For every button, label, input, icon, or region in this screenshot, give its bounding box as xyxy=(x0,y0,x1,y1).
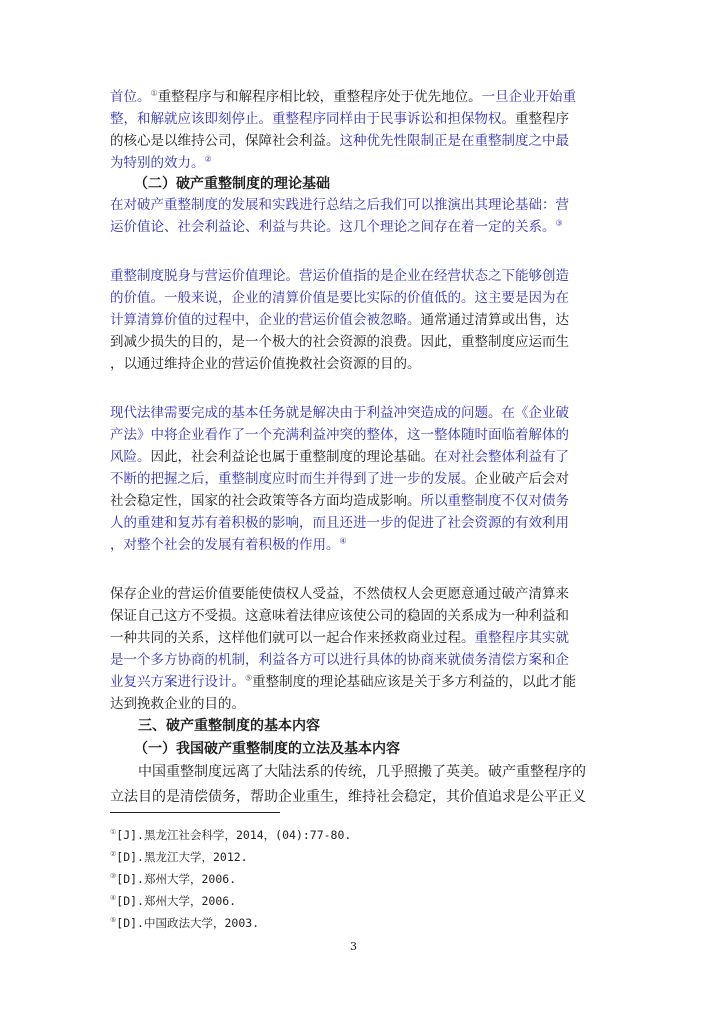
chapter-heading: 三、破产重整制度的基本内容 xyxy=(138,718,320,734)
body-line: 在对破产重整制度的发展和实践进行总结之后我们可以推演出其理论基础：营 xyxy=(110,197,569,213)
body-line: 不断的把握之后，重整制度应时而生并得到了进一步的发展。企业破产后会对 xyxy=(110,471,569,487)
body-line: 人的重建和复苏有着积极的影响，而且还进一步的促进了社会资源的有效利用 xyxy=(110,515,569,531)
body-line: 计算清算价值的过程中，企业的营运价值会被忽略。通常通过清算或出售，达 xyxy=(110,312,569,328)
footnote-marker: ③ xyxy=(555,218,563,228)
body-line: 运价值论、社会利益论、利益与共论。这几个理论之间存在着一定的关系。③ xyxy=(110,218,563,235)
body-line: 为特别的效力。② xyxy=(110,154,212,171)
footnote-marker: ① xyxy=(150,88,158,98)
body-line: 业复兴方案进行设计。⑤重整制度的理论基础应该是关于多方利益的，以此才能 xyxy=(110,673,577,690)
body-line: 的价值。一般来说，企业的清算价值是要比实际的价值低的。这主要是因为在 xyxy=(110,290,569,306)
section-heading: （一）我国破产重整制度的立法及基本内容 xyxy=(134,741,400,757)
body-line: ，以通过维持企业的营运价值挽救社会资源的目的。 xyxy=(110,356,421,372)
footnote: ①[J].黑龙江社会科学，2014，(04):77-80. xyxy=(110,828,352,842)
body-line: 到减少损失的目的，是一个极大的社会资源的浪费。因此，重整制度应运而生 xyxy=(110,334,569,350)
body-line: 达到挽救企业的目的。 xyxy=(110,696,245,712)
body-line: 保存企业的营运价值要能使债权人受益，不然债权人会更愿意通过破产清算来 xyxy=(110,586,569,602)
footnote: ②[D].黑龙江大学，2012. xyxy=(110,850,248,864)
body-line: 保证自己这方不受损。这意味着法律应该使公司的稳固的关系成为一种利益和 xyxy=(110,608,569,624)
body-line: 风险。因此，社会利益论也属于重整制度的理论基础。在对社会整体利益有了 xyxy=(110,449,569,465)
body-line: ，对整个社会的发展有着积极的作用。④ xyxy=(110,536,347,553)
body-line: 一种共同的关系，这样他们就可以一起合作来拯救商业过程。重整程序其实就 xyxy=(110,630,569,646)
body-line: 社会稳定性，国家的社会政策等各方面均造成影响。所以重整制度不仅对债务 xyxy=(110,493,569,509)
footnote-marker: ⑤ xyxy=(245,673,253,683)
body-line: 产法》中将企业看作了一个充满利益冲突的整体，这一整体随时面临着解体的 xyxy=(110,427,569,443)
page-number: 3 xyxy=(350,940,357,953)
body-line: 现代法律需要完成的基本任务就是解决由于利益冲突造成的问题。在《企业破 xyxy=(110,405,569,421)
body-line: 重整制度脱身与营运价值理论。营运价值指的是企业在经营状态之下能够创造 xyxy=(110,268,569,284)
section-heading: （二）破产重整制度的理论基础 xyxy=(134,176,330,192)
footnote: ④[D].郑州大学，2006. xyxy=(110,894,237,908)
footnote-marker: ② xyxy=(204,154,212,164)
body-line: 首位。①重整程序与和解程序相比较，重整程序处于优先地位。一旦企业开始重 xyxy=(110,88,577,105)
footnote-marker: ④ xyxy=(339,536,347,546)
body-line: 整，和解就应该即刻停止。重整程序同样由于民事诉讼和担保物权。重整程序 xyxy=(110,111,569,127)
body-line: 立法目的是清偿债务，帮助企业重生，维持社会稳定，其价值追求是公平正义 xyxy=(110,789,586,805)
body-line: 的核心是以维持公司，保障社会利益。这种优先性限制正是在重整制度之中最 xyxy=(110,133,569,149)
footnote: ③[D].郑州大学，2006. xyxy=(110,872,237,886)
footnote: ⑤[D].中国政法大学，2003. xyxy=(110,916,260,930)
footnote-separator xyxy=(110,812,280,813)
body-line: 是一个多方协商的机制，利益各方可以进行具体的协商来就债务清偿方案和企 xyxy=(110,652,569,668)
body-line: 中国重整制度远离了大陆法系的传统，几乎照搬了英美。破产重整程序的 xyxy=(138,764,586,780)
